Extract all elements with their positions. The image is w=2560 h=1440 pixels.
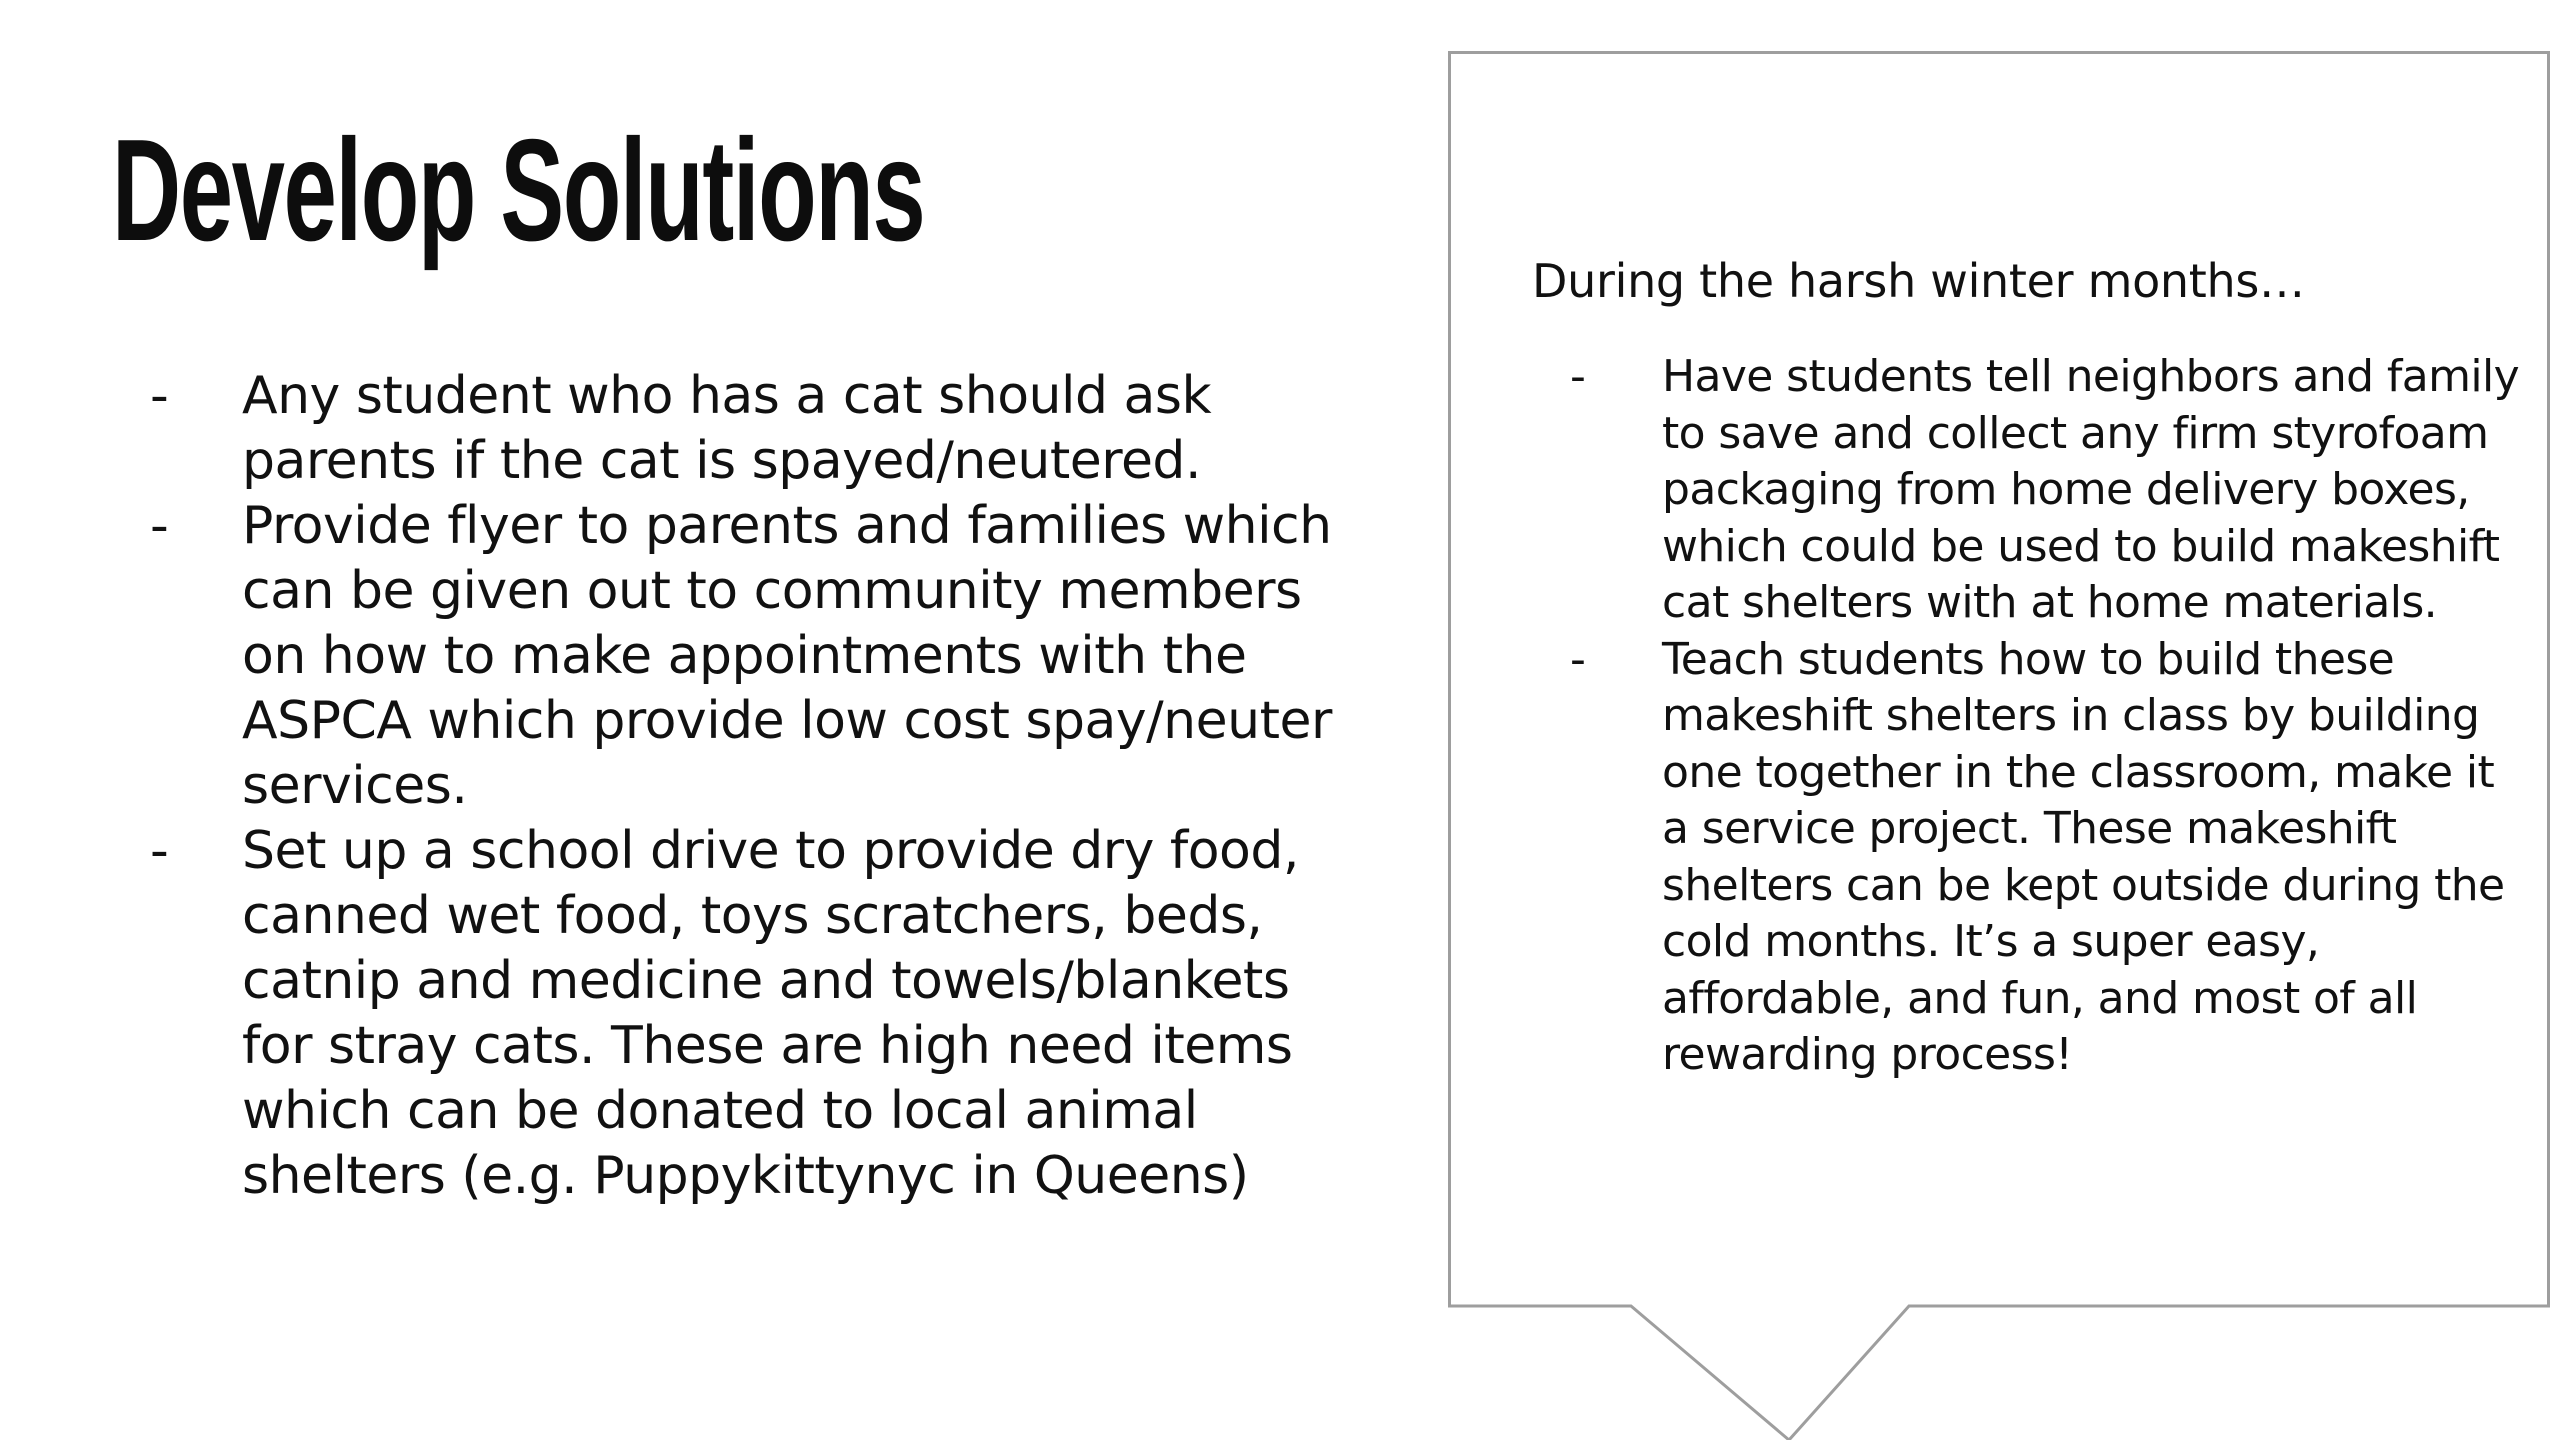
list-item-text: Provide flyer to parents and families which can be given out to community members on how to make appointments with the ASPCA which provide low cost spay/neuter services. (242, 496, 1332, 816)
list-item (1570, 349, 2530, 632)
list-item-text: Have students tell neighbors and family to save and collect any firm styrofoam packaging from home delivery boxes, which could be used to build makeshift cat shelters with at home materials. (1662, 351, 2520, 628)
callout-intro: During the harsh winter months… (1532, 254, 2305, 308)
callout-box (1448, 51, 2550, 1440)
list-item (150, 819, 1350, 1209)
solutions-list (150, 364, 1350, 1209)
bullet-dash: - (150, 821, 169, 881)
list-item-text: Set up a school drive to provide dry food, canned wet food, toys scratchers, beds, catnip and medicine and towels/blankets for stray cats. These are high need items which can be donated to local animal shelters (e.g. Puppykittynyc in Queens) (242, 821, 1299, 1206)
list-item-text: Any student who has a cat should ask parents if the cat is spayed/neutered. (242, 366, 1212, 491)
slide-title: Develop Solutions (112, 109, 925, 271)
bullet-dash: - (150, 496, 169, 556)
winter-list (1570, 349, 2530, 1084)
list-item-text: Teach students how to build these makeshift shelters in class by building one together in the classroom, make it a service project. These makeshift shelters can be kept outside during the cold months. It’s a super easy, affordable, and fun, and most of all rewarding process! (1662, 633, 2505, 1080)
bullet-dash: - (1570, 351, 1586, 402)
list-item (1570, 632, 2530, 1084)
bullet-dash: - (150, 366, 169, 426)
bullet-dash: - (1570, 633, 1586, 685)
list-item (150, 494, 1350, 819)
list-item (150, 364, 1350, 494)
